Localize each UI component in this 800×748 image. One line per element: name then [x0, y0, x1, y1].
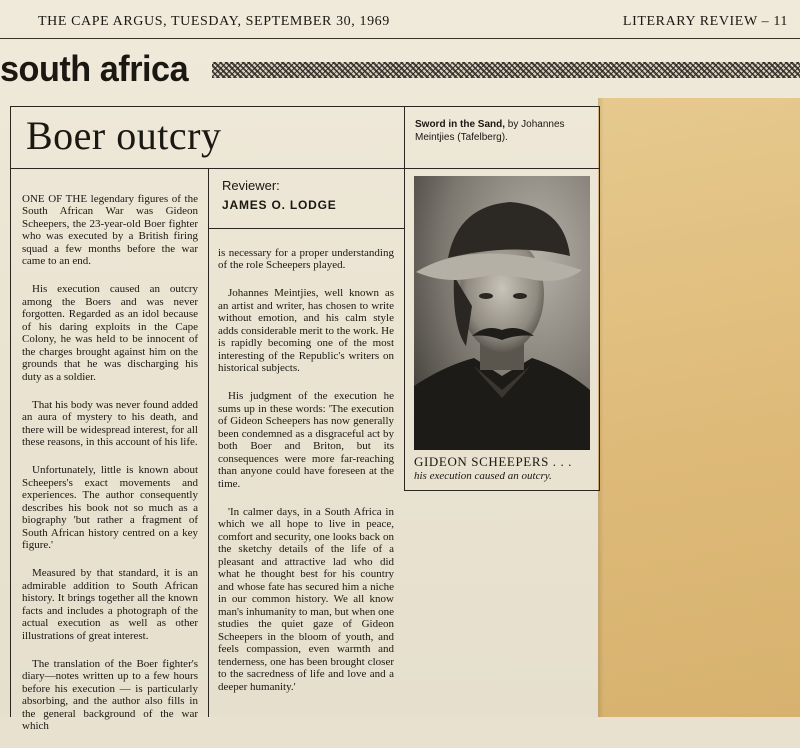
- photo-caption: [414, 454, 594, 482]
- paragraph: His judgment of the execution he sums up in these words: 'The execution of Gideon Scheepers has now generally been condemned as a disgraceful act by both Boer and Briton, but its consequences were more far-reaching than anyone could have foreseen at the time.: [218, 390, 394, 490]
- book-details: [415, 118, 595, 144]
- reviewer-name: JAMES O. LODGE: [222, 198, 337, 212]
- page-header: [0, 14, 800, 36]
- book-title: Sword in the Sand,: [415, 119, 506, 130]
- scrapbook-page: [598, 98, 800, 717]
- photo-bottom-rule: [404, 490, 600, 491]
- reviewer-block: [222, 178, 337, 212]
- header-rule: [0, 38, 800, 39]
- paragraph: 'In calmer days, in a South Africa in which we all hope to live in peace, comfort and security, one looks back on the sketchy details of the life of a pleasant and attractive lad who did what he thought best for his country and whose fate has secured him a niche in our common history. We all know man's inhumanity to man, but when one studies the quiet gaze of Gideon Scheepers in the bloom of youth, and feels compassion, even warmth and tenderness, one has been brought closer to the sacredness of life and love and a deeper humanity.': [218, 505, 394, 693]
- box-left-rule: [10, 106, 11, 717]
- banner-pattern: [212, 62, 800, 78]
- box-right-rule: [599, 106, 600, 490]
- paragraph: Unfortunately, little is known about Scheepers's exact movements and experiences. The author consequently describes his book not so much as a biography 'but rather a fragment of South African history centred on a key figure.': [22, 464, 198, 551]
- portrait-photo: [414, 176, 590, 450]
- section-title: south africa: [0, 48, 189, 89]
- book-author-publisher: Johannes Meintjies (Tafelberg).: [415, 119, 565, 143]
- header-newspaper-date: THE CAPE ARGUS, TUESDAY, SEPTEMBER 30, 1969: [38, 14, 390, 29]
- title-divider: [404, 106, 405, 168]
- column-divider: [208, 168, 209, 717]
- paragraph: is necessary for a proper understanding of the role Scheepers played.: [218, 246, 394, 271]
- paragraph: Johannes Meintjies, well known as an artist and writer, has chosen to write without emotion, and his calm style adds considerable merit to the work. He is rapidly becoming one of the most interesting of the Republic's writers on historical subjects.: [218, 287, 394, 374]
- paragraph: His execution caused an outcry among the Boers and was never forgotten. Regarded as an idol because of his daring exploits in the Cape Colony, he was held to be innocent of the charges brought against him on the grounds that he was discharging his duty as a soldier.: [22, 283, 198, 383]
- paragraph: ONE OF THE legendary figures of the South African War was Gideon Scheepers, the 23-year-old Boer fighter who was executed by a British firing squad a few months before the war came to an end.: [22, 192, 198, 267]
- paragraph: That his body was never found added an aura of mystery to his death, and there will be widespread interest, for all these reasons, in this account of his life.: [22, 398, 198, 448]
- portrait-illustration: [414, 176, 590, 450]
- reviewer-rule: [208, 228, 404, 229]
- caption-name: GIDEON SCHEEPERS . . .: [414, 454, 573, 469]
- box-top-rule: [10, 106, 600, 107]
- caption-text: his execution caused an outcry.: [414, 470, 552, 482]
- reviewer-label: Reviewer:: [222, 178, 280, 193]
- article-column-1: [22, 180, 198, 732]
- book-by: by: [507, 119, 519, 130]
- title-bottom-rule: [10, 168, 600, 169]
- article-title: Boer outcry: [26, 113, 222, 158]
- paragraph: Measured by that standard, it is an admirable addition to South African history. It brings together all the known facts and includes a photograph of the actual execution as well as other illustrations of great interest.: [22, 567, 198, 642]
- article-column-2: [218, 234, 394, 714]
- paragraph: The translation of the Boer fighter's diary—notes written up to a few hours before his execution — is particularly absorbing, and the author also fills in the general background of the war which: [22, 657, 198, 732]
- header-section: LITERARY REVIEW – 11: [622, 14, 788, 29]
- photo-left-rule: [404, 168, 405, 490]
- section-banner: [0, 50, 800, 90]
